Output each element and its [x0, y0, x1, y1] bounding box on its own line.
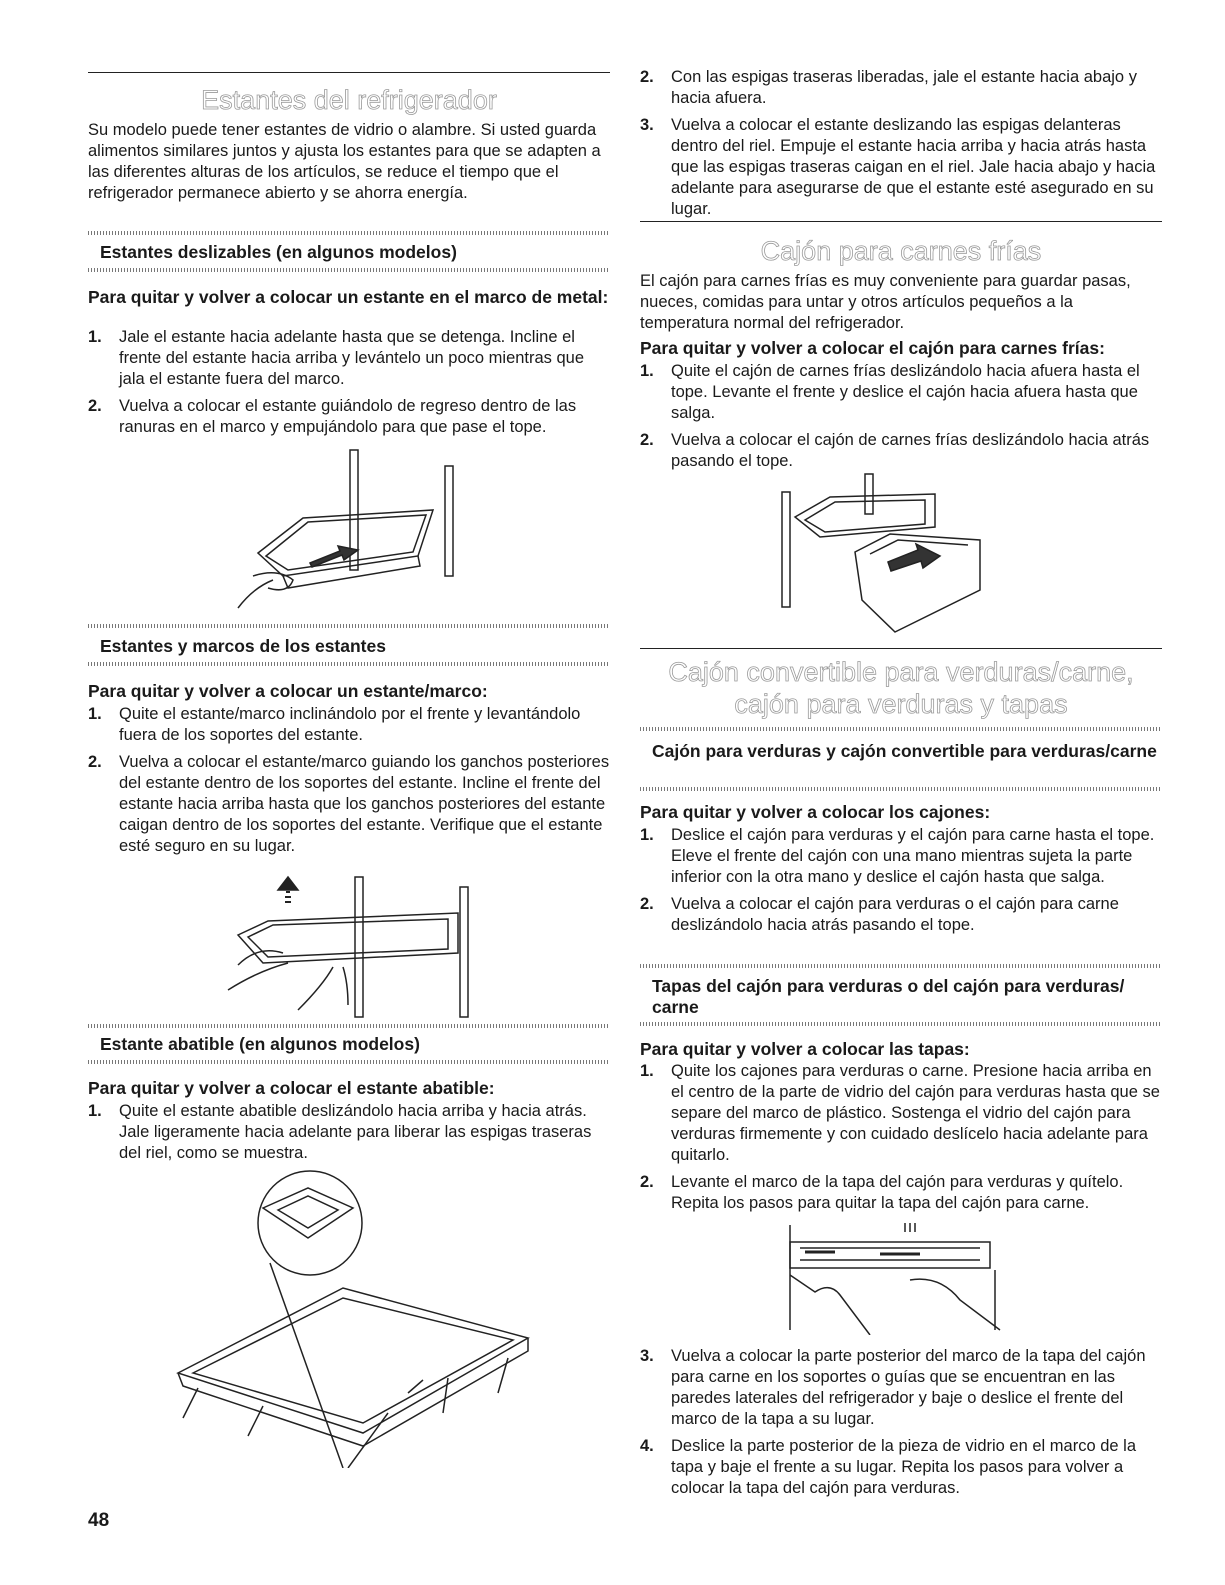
procedure-title-sliding: Para quitar y volver a colocar un estante en el marco de metal: [88, 287, 609, 307]
section-rule [88, 72, 610, 73]
step: 4. Deslice la parte posterior de la pieza de vidrio en el marco de la tapa y baje el frente a su lugar. Repita los pasos para volver a colocar la tapa del cajón para verduras. [640, 1437, 1136, 1497]
hatch-divider [640, 964, 1162, 968]
hatch-divider [640, 1022, 1162, 1026]
subsection-title-frames: Estantes y marcos de los estantes [100, 636, 386, 656]
hatch-divider [88, 268, 610, 272]
procedure-title-frames: Para quitar y volver a colocar un estante/marco: [88, 681, 488, 701]
hatch-divider [88, 1060, 610, 1064]
step: 2. Vuelva a colocar el estante/marco guiando los ganchos posteriores del estante dentro de los soportes del estante. Incline el frente del estante hacia arriba hasta que los ganchos posteriores del estante caigan dentro de los soportes del estante. Verifique que el estante esté seguro en su lugar. [88, 753, 610, 855]
step: 1. Quite los cajones para verduras o carne. Presione hacia arriba en el centro de la parte de vidrio del cajón para verduras hasta que se separe del marco de plástico. Sostenga el vidrio del cajón para verduras firmemente y con cuidado deslícelo hacia adelante para quitarlo. [640, 1062, 1160, 1164]
step: 1. Quite el estante/marco inclinándolo por el frente y levantándolo fuera de los soportes del estante. [88, 705, 581, 744]
step: 3. Vuelva a colocar el estante deslizando las espigas delanteras dentro del riel. Empuje el estante hacia arriba y hacia atrás hasta que las espigas traseras caigan en el riel. Jale hacia abajo y hacia adelante para asegurarse de que el estante esté asegurado en su lugar. [640, 116, 1156, 218]
section-title-crisper-line1: Cajón convertible para verduras/carne, [668, 657, 1134, 687]
section-title-crisper-line2: cajón para verduras y tapas [734, 689, 1068, 719]
hatch-divider [88, 231, 610, 235]
procedure-title-covers: Para quitar y volver a colocar las tapas: [640, 1039, 970, 1059]
step: 1. Quite el estante abatible deslizándolo hacia arriba y hacia atrás. Jale ligeramente hacia adelante para liberar las espigas traseras del riel, como se muestra. [88, 1102, 592, 1162]
meat-drawer-illustration [640, 472, 1162, 637]
section-rule [640, 648, 1162, 649]
step: 2. Vuelva a colocar el cajón de carnes frías deslizándolo hacia atrás pasando el tope. [640, 431, 1150, 470]
steps-sliding [88, 327, 610, 444]
procedure-title-crisper: Para quitar y volver a colocar los cajones: [640, 802, 991, 822]
steps-covers [640, 1061, 1162, 1220]
step: 1. Jale el estante hacia adelante hasta que se detenga. Incline el frente del estante hacia arriba y levántelo un poco mientras que jala el estante fuera del marco. [88, 328, 585, 388]
shelves-intro: Su modelo puede tener estantes de vidrio o alambre. Si usted guarda alimentos similares juntos y ajusta los estantes para que se adapten a las diferentes alturas de los artículos, se reduce el tiempo que el refrigerador permanece abierto y se ahorra energía. [88, 121, 601, 202]
section-title-shelves: Estantes del refrigerador [201, 85, 497, 115]
flip-shelf-illustration [88, 1168, 610, 1468]
subsection-title-crisper: Cajón para verduras y cajón convertible para verduras/carne [652, 741, 1157, 761]
hatch-divider [640, 727, 1162, 731]
hatch-divider [640, 787, 1162, 791]
step: 3. Vuelva a colocar la parte posterior del marco de la tapa del cajón para carne en los soportes o guías que se encuentran en las paredes laterales del refrigerador y baje o deslice el frente del marco de la tapa a su lugar. [640, 1347, 1146, 1428]
subsection-title-flip: Estante abatible (en algunos modelos) [100, 1034, 420, 1054]
section-title-meat: Cajón para carnes frías [760, 236, 1042, 266]
steps-covers-continued [640, 1346, 1162, 1505]
meat-intro: El cajón para carnes frías es muy conveniente para guardar pasas, nueces, comidas para untar y otros artículos pequeños a la temperatura normal del refrigerador. [640, 272, 1131, 332]
hatch-divider [88, 662, 610, 666]
hatch-divider [88, 1024, 610, 1028]
step: 2. Vuelva a colocar el cajón para verduras o el cajón para carne deslizándolo hacia atrás pasando el tope. [640, 895, 1119, 934]
step: 1. Quite el cajón de carnes frías deslizándolo hacia afuera hasta el tope. Levante el frente y deslice el cajón hacia afuera hasta que salga. [640, 362, 1140, 422]
page-number: 48 [88, 1510, 110, 1531]
hatch-divider [88, 624, 610, 628]
procedure-title-meat: Para quitar y volver a colocar el cajón para carnes frías: [640, 338, 1105, 358]
shelf-frame-illustration [88, 875, 610, 1020]
procedure-title-flip: Para quitar y volver a colocar el estante abatible: [88, 1078, 495, 1098]
subsection-title-covers: Tapas del cajón para verduras o del cajón para verduras/ carne [652, 976, 1125, 1017]
crisper-cover-illustration [640, 1220, 1162, 1335]
steps-flip-continued [640, 67, 1162, 226]
step: 2. Con las espigas traseras liberadas, jale el estante hacia abajo y hacia afuera. [640, 68, 1137, 107]
subsection-title-sliding: Estantes deslizables (en algunos modelos) [100, 242, 457, 262]
steps-frames [88, 704, 610, 863]
step: 1. Deslice el cajón para verduras y el cajón para carne hasta el tope. Eleve el frente del cajón con una mano mientras sujeta la parte inferior con la otra mano y deslice el cajón hasta que salga. [640, 826, 1155, 886]
sliding-shelf-illustration [88, 448, 610, 613]
section-rule [640, 221, 1162, 222]
steps-meat [640, 361, 1162, 478]
steps-flip [88, 1101, 610, 1170]
steps-crisper [640, 825, 1162, 942]
step: 2. Vuelva a colocar el estante guiándolo de regreso dentro de las ranuras en el marco y empujándolo para que pase el tope. [88, 397, 577, 436]
step: 2. Levante el marco de la tapa del cajón para verduras y quítelo. Repita los pasos para quitar la tapa del cajón para carne. [640, 1173, 1124, 1212]
